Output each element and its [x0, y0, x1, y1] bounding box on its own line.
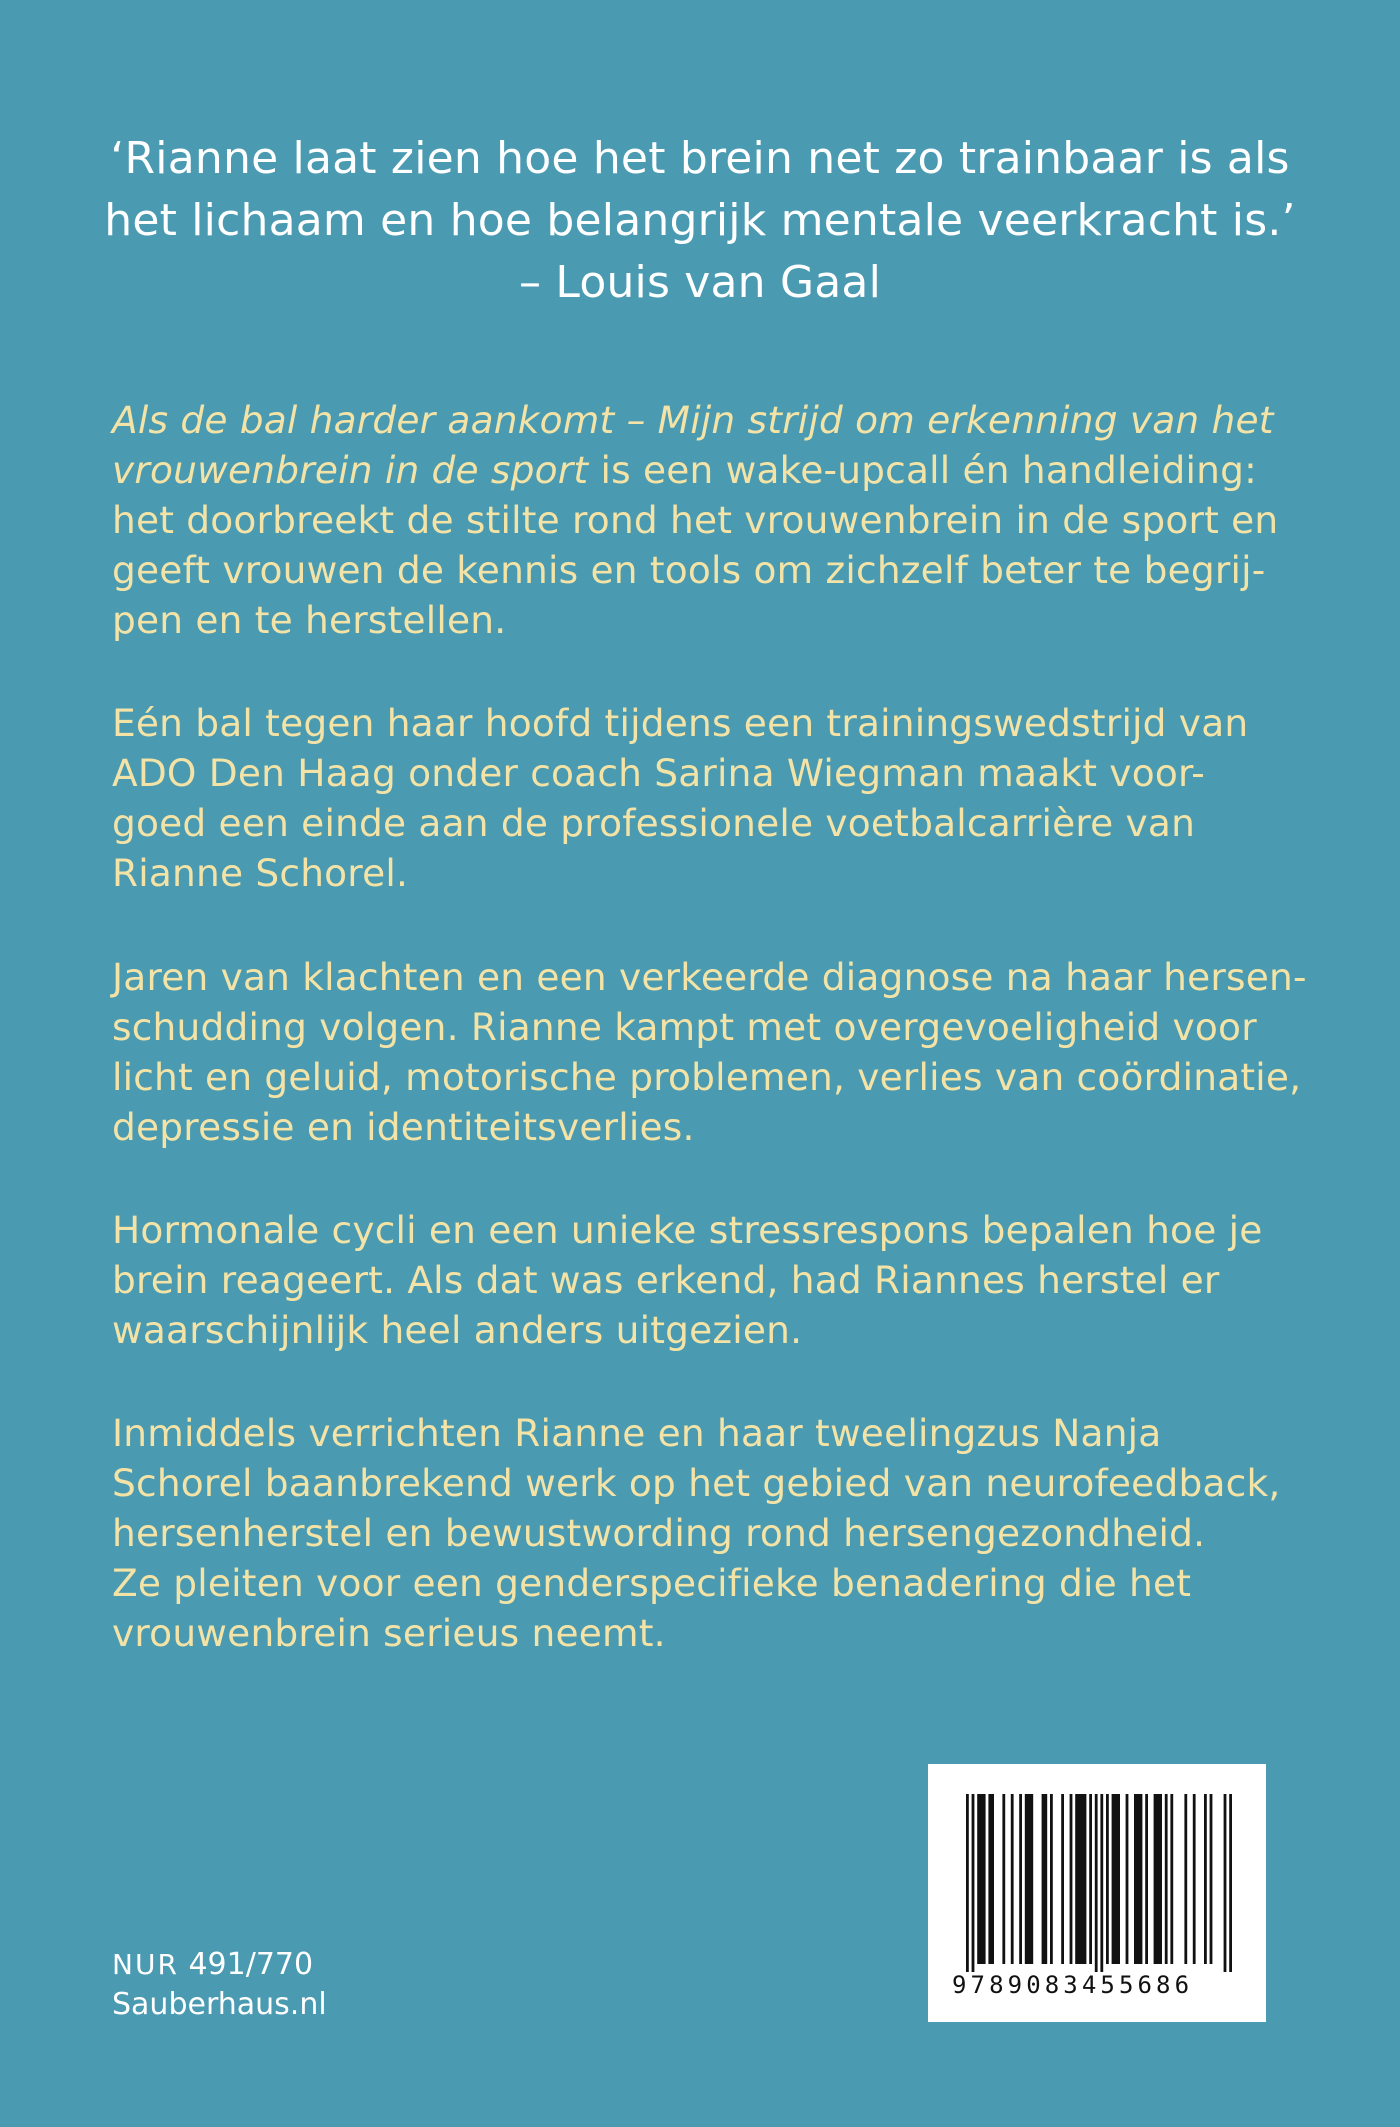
barcode-bar — [1070, 1794, 1073, 1964]
blurb-line: Hormonale cycli en een unieke stressrespons bepalen hoe je — [112, 1208, 1263, 1252]
barcode-bar — [1095, 1794, 1098, 1972]
blurb-line: hersenherstel en bewustwording rond hersengezondheid. — [112, 1511, 1206, 1555]
blurb-line: pen en te herstellen. — [112, 598, 507, 642]
blurb-line: waarschijnlijk heel anders uitgezien. — [112, 1308, 803, 1352]
barcode-bar — [1050, 1794, 1053, 1964]
barcode-bar — [1204, 1794, 1207, 1964]
barcode-bar — [1154, 1794, 1162, 1964]
barcode-bar — [1100, 1794, 1103, 1972]
barcode-bar — [972, 1794, 975, 1972]
publisher-info — [112, 1945, 327, 2025]
blurb-line: het doorbreekt de stilte rond het vrouwenbrein in de sport en — [112, 498, 1279, 542]
barcode-bar — [1106, 1794, 1109, 1964]
barcode-bar — [1019, 1794, 1022, 1964]
blurb-line: geeft vrouwen de kennis en tools om zichzelf beter te begrij- — [112, 548, 1266, 592]
blurb-line: brein reageert. Als dat was erkend, had Riannes herstel er — [112, 1258, 1220, 1302]
barcode-bar — [1134, 1794, 1142, 1964]
blurb-line: Inmiddels verrichten Rianne en haar tweelingzus Nanja — [112, 1411, 1162, 1455]
nur-code: 491/770 — [188, 1947, 314, 1982]
barcode-bar — [1224, 1794, 1227, 1972]
barcode-bar — [1042, 1794, 1048, 1964]
isbn-number: 9789083455686 — [952, 1971, 1194, 1999]
barcode-bar — [1112, 1794, 1120, 1964]
blurb-line: Schorel baanbrekend werk op het gebied van neurofeedback, — [112, 1461, 1281, 1505]
blurb-paragraph-4 — [112, 1205, 1292, 1355]
barcode-bar — [1025, 1794, 1033, 1964]
nur-label: NUR — [112, 1948, 179, 1981]
blurb-paragraph-1 — [112, 395, 1292, 645]
barcode-bar — [966, 1794, 969, 1972]
endorsement-quote — [100, 128, 1300, 314]
barcode-bar — [1229, 1794, 1232, 1972]
quote-line-1: ‘Rianne laat zien hoe het brein net zo trainbaar is als — [110, 133, 1290, 184]
blurb-line: Eén bal tegen haar hoofd tijdens een trainingswedstrijd van — [112, 701, 1249, 745]
quote-author: – Louis van Gaal — [519, 257, 881, 308]
barcode-bar — [1165, 1794, 1168, 1964]
barcode-bar — [988, 1794, 994, 1964]
barcode-bar — [1075, 1794, 1086, 1964]
blurb-line: Rianne Schorel. — [112, 851, 409, 895]
barcode-bar — [1089, 1794, 1092, 1964]
blurb-line: vrouwenbrein serieus neemt. — [112, 1611, 666, 1655]
book-title-part-1: Als de bal harder aankomt – Mijn strijd om erkenning van het — [112, 398, 1274, 442]
barcode-bar — [1210, 1794, 1213, 1964]
blurb-line: depressie en identiteitsverlies. — [112, 1105, 695, 1149]
blurb-line: schudding volgen. Rianne kampt met overgevoeligheid voor — [112, 1005, 1257, 1049]
barcode-bar — [1145, 1794, 1148, 1964]
blurb-line: Jaren van klachten en een verkeerde diagnose na haar hersen- — [112, 955, 1307, 999]
barcode-bar — [1170, 1794, 1173, 1964]
barcode-bar — [1184, 1794, 1187, 1964]
nur-classification — [112, 1945, 327, 1985]
barcode-bar — [977, 1794, 985, 1964]
blurb-text: is een wake-upcall én handleiding: — [588, 448, 1257, 492]
blurb-paragraph-3 — [112, 952, 1307, 1152]
blurb-paragraph-2 — [112, 698, 1292, 898]
barcode-bar — [1193, 1794, 1196, 1964]
barcode-bar — [1126, 1794, 1129, 1964]
book-title-part-2: vrouwenbrein in de sport — [112, 448, 589, 492]
publisher-website: Sauberhaus.nl — [112, 1987, 327, 2022]
blurb-line: ADO Den Haag onder coach Sarina Wiegman maakt voor- — [112, 751, 1205, 795]
blurb-line: Ze pleiten voor een genderspecifieke benadering die het — [112, 1561, 1192, 1605]
barcode-bar — [1002, 1794, 1005, 1964]
blurb-paragraph-5 — [112, 1408, 1292, 1658]
blurb-line: licht en geluid, motorische problemen, verlies van coördinatie, — [112, 1055, 1302, 1099]
barcode-bar — [1061, 1794, 1064, 1964]
isbn-barcode — [928, 1764, 1266, 2022]
barcode-bar — [1011, 1794, 1014, 1964]
quote-line-2: het lichaam en hoe belangrijk mentale veerkracht is.’ — [104, 195, 1296, 246]
blurb-line: goed een einde aan de professionele voetbalcarrière van — [112, 801, 1196, 845]
